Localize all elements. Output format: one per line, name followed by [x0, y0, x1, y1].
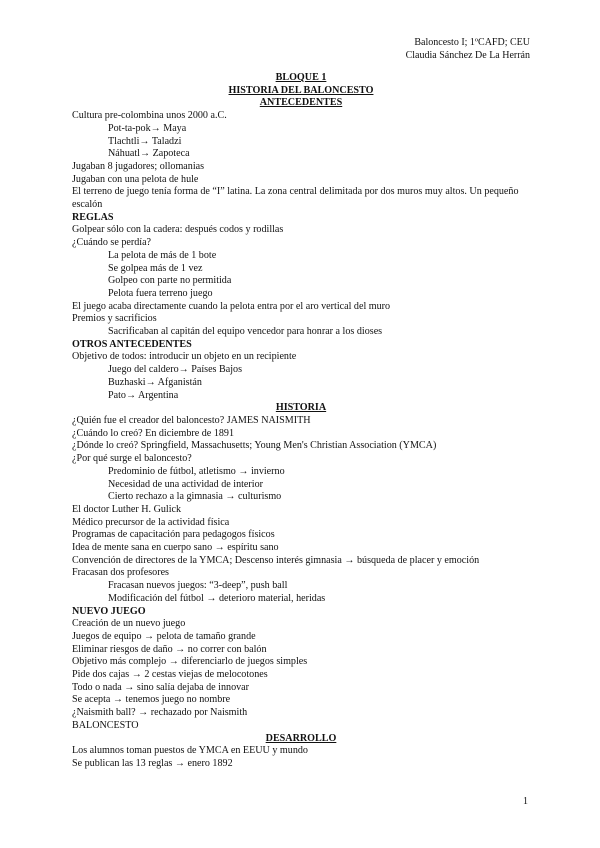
text-line: ¿Quién fue el creador del baloncesto? JAMES NAISMITH	[72, 414, 311, 426]
section-heading-desarrollo: DESARROLLO	[265, 732, 337, 744]
text-line: Se acepta → tenemos juego no nombre	[72, 694, 231, 706]
text-line: Todo o nada → sino salía dejaba de innovar	[72, 681, 250, 693]
text-paragraph: El terreno de juego tenía forma de “I” latina. La zona central delimitada por dos muros muy altos. Un pequeño escalón	[72, 186, 519, 211]
text-line: ¿Dónde lo creó? Springfield, Massachusetts; Young Men's Christian Association (YMCA)	[72, 440, 437, 452]
text-line: La pelota de más de 1 bote	[108, 249, 217, 261]
text-line: Necesidad de una actividad de interior	[108, 478, 263, 490]
header-author: Claudia Sánchez De La Herrán	[405, 49, 530, 61]
page-number: 1	[523, 796, 528, 807]
section-heading-nuevo-juego: NUEVO JUEGO	[72, 605, 146, 617]
document-header	[406, 37, 530, 62]
text-line: Se publican las 13 reglas → enero 1892	[72, 757, 233, 769]
text-line: Buzhaski→ Afganistán	[108, 376, 202, 388]
text-line: Náhuatl→ Zapoteca	[108, 148, 190, 160]
text-line: Modificación del fútbol → deterioro material, heridas	[108, 592, 326, 604]
text-line: BALONCESTO	[72, 719, 139, 731]
text-line: Juegos de equipo → pelota de tamaño grande	[72, 630, 256, 642]
text-line: Pide dos cajas → 2 cestas viejas de melocotones	[72, 669, 268, 681]
text-line: Eliminar riesgos de daño → no correr con balón	[72, 643, 267, 655]
text-line: Objetivo más complejo → diferenciarlo de juegos simples	[72, 656, 308, 668]
text-line: Fracasan dos profesores	[72, 567, 169, 579]
text-line: Predominio de fútbol, atletismo → invierno	[108, 465, 285, 477]
text-line: Pelota fuera terreno juego	[108, 287, 213, 299]
text-line: Premios y sacrificios	[72, 313, 157, 325]
text-line: Fracasan nuevos juegos: “3-deep”, push ball	[108, 580, 288, 592]
text-line: ¿Cuándo lo creó? En diciembre de 1891	[72, 427, 235, 439]
section-heading-historia: HISTORIA	[275, 402, 327, 414]
text-line: Los alumnos toman puestos de YMCA en EEUU y mundo	[72, 745, 308, 757]
text-line: El juego acaba directamente cuando la pelota entra por el aro vertical del muro	[72, 300, 391, 312]
text-line: Objetivo de todos: introducir un objeto en un recipiente	[72, 351, 297, 363]
text-line: Convención de directores de la YMCA; Descenso interés gimnasia → búsqueda de placer y emoción	[72, 554, 480, 566]
block-title: BLOQUE 1	[275, 72, 327, 83]
text-line: Jugaban con una pelota de hule	[72, 173, 199, 185]
text-line: Pot-ta-pok→ Maya	[108, 122, 187, 134]
text-line: Creación de un nuevo juego	[72, 618, 186, 630]
text-line: Programas de capacitación para pedagogos físicos	[72, 529, 275, 541]
text-line: ¿Cuándo se perdía?	[72, 237, 152, 249]
text-line: Tlachtli→ Taladzi	[108, 135, 182, 147]
antecedentes-title: ANTECEDENTES	[259, 97, 343, 109]
header-course: Baloncesto I; 1ºCAFD; CEU	[414, 37, 530, 48]
text-line: Sacrificaban al capitán del equipo vencedor para honrar a los dioses	[108, 326, 383, 338]
text-line: Golpear sólo con la cadera: después codos y rodillas	[72, 224, 284, 236]
text-line: ¿Por qué surge el baloncesto?	[72, 453, 192, 465]
text-line: Juego del caldero→ Países Bajos	[108, 364, 242, 376]
text-line: Se golpea más de 1 vez	[108, 262, 203, 274]
section-heading-reglas: REGLAS	[72, 211, 114, 223]
text-line: Pato→ Argentina	[108, 389, 179, 401]
text-line: Golpeo con parte no permitida	[108, 275, 232, 287]
section-heading-otros: OTROS ANTECEDENTES	[72, 338, 192, 350]
history-title: HISTORIA DEL BALONCESTO	[228, 84, 374, 96]
page-body	[72, 72, 530, 771]
text-line: Jugaban 8 jugadores; ollomanias	[72, 160, 205, 172]
text-line: ¿Naismith ball? → rechazado por Naismith	[72, 707, 248, 719]
text-line: Cultura pre-colombina unos 2000 a.C.	[72, 110, 227, 122]
text-line: El doctor Luther H. Gulick	[72, 503, 182, 515]
text-line: Cierto rechazo a la gimnasia → culturismo	[108, 491, 282, 503]
text-line: Idea de mente sana en cuerpo sano → espíritu sano	[72, 542, 279, 554]
text-line: Médico precursor de la actividad física	[72, 516, 230, 528]
